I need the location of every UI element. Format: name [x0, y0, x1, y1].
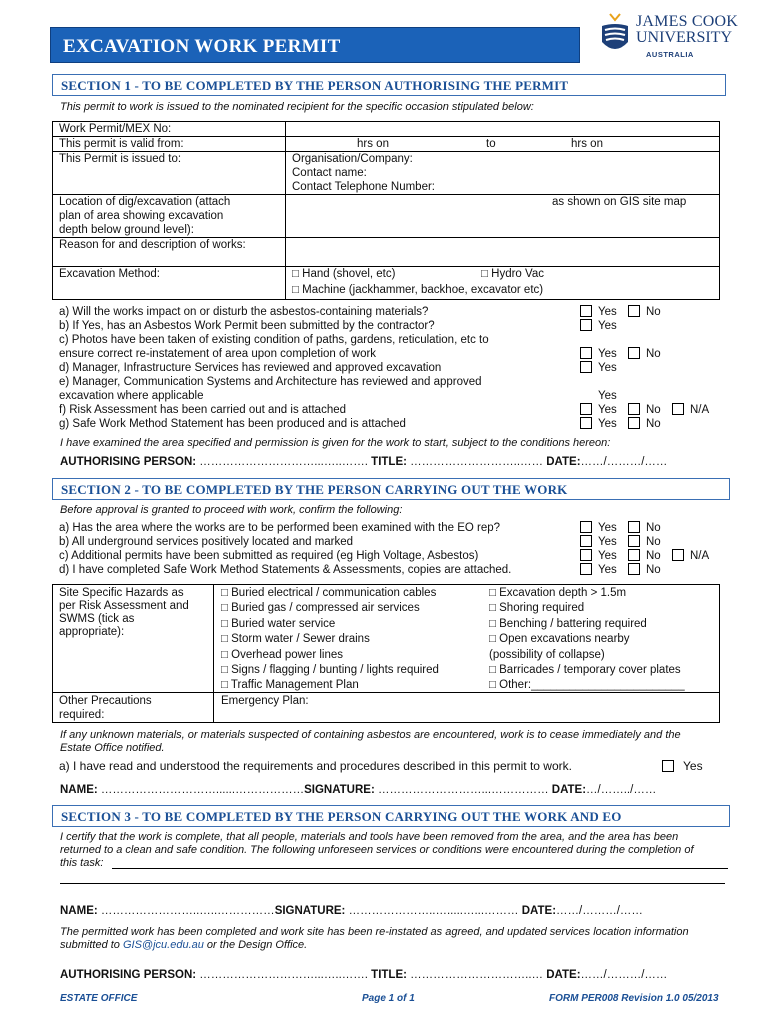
checkbox-yes[interactable]: [580, 563, 592, 575]
method-hand-option[interactable]: □ Hand (shovel, etc): [292, 268, 396, 280]
hazard-option[interactable]: □ Storm water / Sewer drains: [221, 633, 370, 646]
na-label: N/A: [690, 550, 710, 562]
s2-intro: Before approval is granted to proceed with work, confirm the following:: [60, 504, 403, 516]
hazard-option[interactable]: □ Benching / battering required: [489, 617, 647, 630]
hazard-option[interactable]: □ Other:________________________: [489, 679, 685, 692]
hazard-option[interactable]: □ Buried electrical / communication cables: [221, 587, 437, 599]
checkbox-no[interactable]: [628, 563, 640, 575]
hazard-option[interactable]: (possibility of collapse): [489, 648, 605, 661]
checkbox-no[interactable]: [628, 403, 640, 415]
no-label: No: [646, 418, 661, 430]
date-label: DATE:: [521, 905, 557, 917]
date-field[interactable]: ……/………/……: [556, 905, 643, 917]
no-label: No: [646, 404, 661, 416]
emergency-plan-label: Emergency Plan:: [221, 695, 309, 707]
s2-signoff-line: [60, 783, 656, 797]
gis-email-link[interactable]: GIS@jcu.edu.au: [122, 939, 204, 951]
date-field[interactable]: …/……../……: [586, 784, 657, 796]
other-precautions-label-2: required:: [59, 709, 105, 721]
checkbox-yes[interactable]: [580, 549, 592, 561]
checkbox-yes[interactable]: [580, 319, 592, 331]
section-1-heading-text: SECTION 1 - TO BE COMPLETED BY THE PERSON AUTHORISING THE PERMIT: [61, 78, 569, 93]
checkbox-yes[interactable]: [580, 403, 592, 415]
date-label: DATE:: [546, 456, 581, 468]
checkbox-no[interactable]: [628, 535, 640, 547]
title-label: TITLE:: [371, 969, 407, 981]
checkbox-yes[interactable]: [580, 417, 592, 429]
jcu-logo-icon: [598, 12, 632, 56]
hrs-on-text: hrs on: [571, 138, 603, 150]
s1-question-b: b) If Yes, has an Asbestos Work Permit been submitted by the contractor?: [59, 320, 435, 332]
to-text: to: [486, 138, 496, 150]
hazard-option[interactable]: □ Barricades / temporary cover plates: [489, 663, 681, 676]
label-method: Excavation Method:: [59, 268, 161, 280]
date-label: DATE:: [551, 784, 587, 796]
title-bar: [50, 27, 580, 63]
auth-label: AUTHORISING PERSON:: [60, 969, 197, 981]
s1-question-c: c) Photos have been taken of existing condition of paths, gardens, reticulation, etc to: [59, 334, 489, 346]
s3-certify-2: returned to a clean and safe condition. The following unforeseen services or conditions were encountered during the completion of: [60, 844, 694, 856]
date-label: DATE:: [546, 969, 581, 981]
auth-field[interactable]: …………………………...…..…….: [199, 456, 372, 468]
footer-form-id: FORM PER008 Revision 1.0 05/2013: [549, 993, 719, 1004]
signature-label: SIGNATURE:: [274, 905, 346, 917]
hazard-option[interactable]: □ Open excavations nearby: [489, 633, 630, 646]
label-issued-to: This Permit is issued to:: [59, 153, 182, 165]
title-label: TITLE:: [371, 456, 407, 468]
checkbox-na[interactable]: [672, 549, 684, 561]
yes-label: Yes: [598, 306, 617, 318]
label-valid-from: This permit is valid from:: [59, 138, 184, 150]
yes-label: Yes: [598, 404, 617, 416]
auth-field[interactable]: …………………………...…..…….: [199, 969, 372, 981]
title-field[interactable]: …………………………..…: [410, 969, 547, 981]
section-3-heading-text: SECTION 3 - TO BE COMPLETED BY THE PERSON CARRYING OUT THE WORK AND EO: [61, 809, 622, 824]
label-permit-no: Work Permit/MEX No:: [59, 123, 172, 135]
reinstated-statement: The permitted work has been completed and work site has been re-instated as agreed, and updated services location information: [60, 926, 689, 938]
yes-label: Yes: [598, 362, 617, 374]
conditions-field-line-2[interactable]: [60, 883, 725, 884]
s1-question-c-2: ensure correct re-instatement of area upon completion of work: [59, 348, 377, 360]
no-label: No: [646, 522, 661, 534]
yes-label: Yes: [598, 536, 617, 548]
checkbox-yes[interactable]: [580, 361, 592, 373]
title-field[interactable]: ………………………..……: [410, 456, 547, 468]
reinstated-statement-2: [60, 938, 307, 952]
checkbox-no[interactable]: [628, 347, 640, 359]
checkbox-yes[interactable]: [580, 389, 592, 401]
name-label: NAME:: [60, 784, 98, 796]
hazard-option[interactable]: □ Traffic Management Plan: [221, 679, 359, 692]
footer-left: ESTATE OFFICE: [60, 993, 138, 1004]
hazard-option[interactable]: □ Signs / flagging / bunting / lights required: [221, 663, 439, 676]
s3-signoff-line: [60, 904, 643, 918]
footer-page: Page 1 of 1: [362, 993, 415, 1004]
gis-note: as shown on GIS site map: [552, 196, 687, 208]
section-3-heading: [52, 805, 730, 827]
name-label: NAME:: [60, 905, 98, 917]
s2-question-a: a) Has the area where the works are to be performed been examined with the EO rep?: [59, 522, 501, 534]
checkbox-yes[interactable]: [580, 347, 592, 359]
yes-label: Yes: [598, 320, 617, 332]
method-hydrovac-option[interactable]: □ Hydro Vac: [481, 268, 544, 280]
s2-question-c: c) Additional permits have been submitted as required (eg High Voltage, Asbestos): [59, 550, 479, 562]
other-precautions-label: Other Precautions: [59, 695, 152, 707]
examined-statement: I have examined the area specified and permission is given for the work to start, subject to the conditions hereon:: [60, 437, 611, 449]
yes-label: Yes: [598, 418, 617, 430]
date-field[interactable]: ……/………/……: [580, 456, 668, 468]
name-field[interactable]: ……………………..…..……………: [100, 905, 275, 917]
section-2-heading-text: SECTION 2 - TO BE COMPLETED BY THE PERSON CARRYING OUT THE WORK: [61, 482, 568, 497]
s3-certify-3: this task:: [60, 857, 104, 869]
label-location-3: depth below ground level):: [59, 224, 194, 236]
method-machine-option[interactable]: □ Machine (jackhammer, backhoe, excavator etc): [292, 284, 544, 296]
hazard-list-2: [489, 586, 685, 694]
na-label: N/A: [690, 404, 710, 416]
checkbox-na[interactable]: [672, 403, 684, 415]
contact-tel-label: Contact Telephone Number:: [292, 181, 435, 193]
signature-field[interactable]: ………………………...……………: [377, 784, 552, 796]
s2-question-d: d) I have completed Safe Work Method Statements & Assessments, copies are attached.: [59, 564, 512, 576]
s1-question-g: g) Safe Work Method Statement has been produced and is attached: [59, 418, 406, 430]
hazard-option[interactable]: □ Excavation depth > 1.5m: [489, 587, 627, 599]
hazard-option[interactable]: □ Buried gas / compressed air services: [221, 602, 420, 615]
logo-text: AUSTRALIA: [646, 50, 694, 59]
signature-label: SIGNATURE:: [304, 784, 375, 796]
hazard-option[interactable]: □ Buried water service: [221, 617, 336, 630]
s1-question-e-2: excavation where applicable: [59, 390, 204, 402]
logo-text: JAMES COOK: [636, 13, 739, 30]
yes-label: Yes: [598, 348, 617, 360]
s3-auth-signoff-line: [60, 968, 667, 982]
label-location-2: plan of area showing excavation: [59, 210, 224, 222]
hazards-label-3: SWMS (tick as: [59, 613, 135, 625]
label-location: Location of dig/excavation (attach: [59, 196, 231, 208]
asbestos-warning: If any unknown materials, or materials suspected of containing asbestos are encountered, work is to cease immediately and the: [60, 729, 681, 741]
name-field[interactable]: …………………………......………………: [100, 784, 305, 796]
checkbox-no[interactable]: [628, 549, 640, 561]
checkbox-read-yes[interactable]: [662, 760, 674, 772]
org-label: Organisation/Company:: [292, 153, 413, 165]
no-label: No: [646, 564, 661, 576]
section-1-heading: [52, 74, 726, 96]
hazards-label-2: per Risk Assessment and: [59, 600, 189, 612]
yes-label: Yes: [598, 522, 617, 534]
no-label: No: [646, 306, 661, 318]
yes-label: Yes: [598, 550, 617, 562]
conditions-field-line[interactable]: [112, 868, 728, 869]
s1-question-f: f) Risk Assessment has been carried out and is attached: [59, 404, 347, 416]
hazards-label: Site Specific Hazards as: [59, 587, 184, 599]
s2-question-b: b) All underground services positively located and marked: [59, 536, 354, 548]
reinstated-text: submitted to: [60, 939, 123, 951]
no-label: No: [646, 536, 661, 548]
page-title: EXCAVATION WORK PERMIT: [63, 36, 341, 57]
read-understood-text: a) I have read and understood the requirements and procedures described in this permit to work.: [59, 759, 572, 773]
permit-no-field[interactable]: [287, 122, 718, 136]
asbestos-warning-2: Estate Office notified.: [60, 742, 165, 754]
checkbox-yes[interactable]: [580, 521, 592, 533]
checkbox-no[interactable]: [628, 521, 640, 533]
date-field[interactable]: ……/………/……: [580, 969, 668, 981]
s1-question-d: d) Manager, Infrastructure Services has reviewed and approved excavation: [59, 362, 442, 374]
checkbox-no[interactable]: [628, 417, 640, 429]
section-2-heading: [52, 478, 730, 500]
s1-question-e: e) Manager, Communication Systems and Architecture has reviewed and approved: [59, 376, 482, 388]
s1-question-a: a) Will the works impact on or disturb the asbestos-containing materials?: [59, 306, 429, 318]
label-reason: Reason for and description of works:: [59, 239, 246, 251]
contact-name-label: Contact name:: [292, 167, 367, 179]
s1-intro: This permit to work is issued to the nominated recipient for the specific occasion stipulated below:: [60, 101, 534, 113]
checkbox-yes[interactable]: [580, 535, 592, 547]
yes-label: Yes: [683, 759, 703, 773]
no-label: No: [646, 550, 661, 562]
jcu-logo: [598, 12, 748, 70]
checkbox-yes[interactable]: [580, 305, 592, 317]
s3-certify: I certify that the work is complete, that all people, materials and tools have been removed from the area, and the area has been: [60, 831, 679, 843]
checkbox-no[interactable]: [628, 305, 640, 317]
auth-label: AUTHORISING PERSON:: [60, 456, 197, 468]
hazard-list-1: [221, 586, 439, 694]
emergency-plan-field[interactable]: [221, 708, 716, 721]
hazard-option[interactable]: □ Shoring required: [489, 602, 585, 615]
logo-text: UNIVERSITY: [636, 29, 732, 46]
signature-field[interactable]: …………………..….....…...………: [348, 905, 522, 917]
s1-signoff-line: [60, 455, 667, 469]
no-label: No: [646, 348, 661, 360]
yes-label: Yes: [598, 564, 617, 576]
hrs-on-text: hrs on: [357, 138, 389, 150]
reinstated-text: or the Design Office.: [203, 939, 308, 951]
hazards-label-4: appropriate):: [59, 626, 125, 638]
hazard-option[interactable]: □ Overhead power lines: [221, 648, 344, 661]
yes-label: Yes: [598, 390, 617, 402]
